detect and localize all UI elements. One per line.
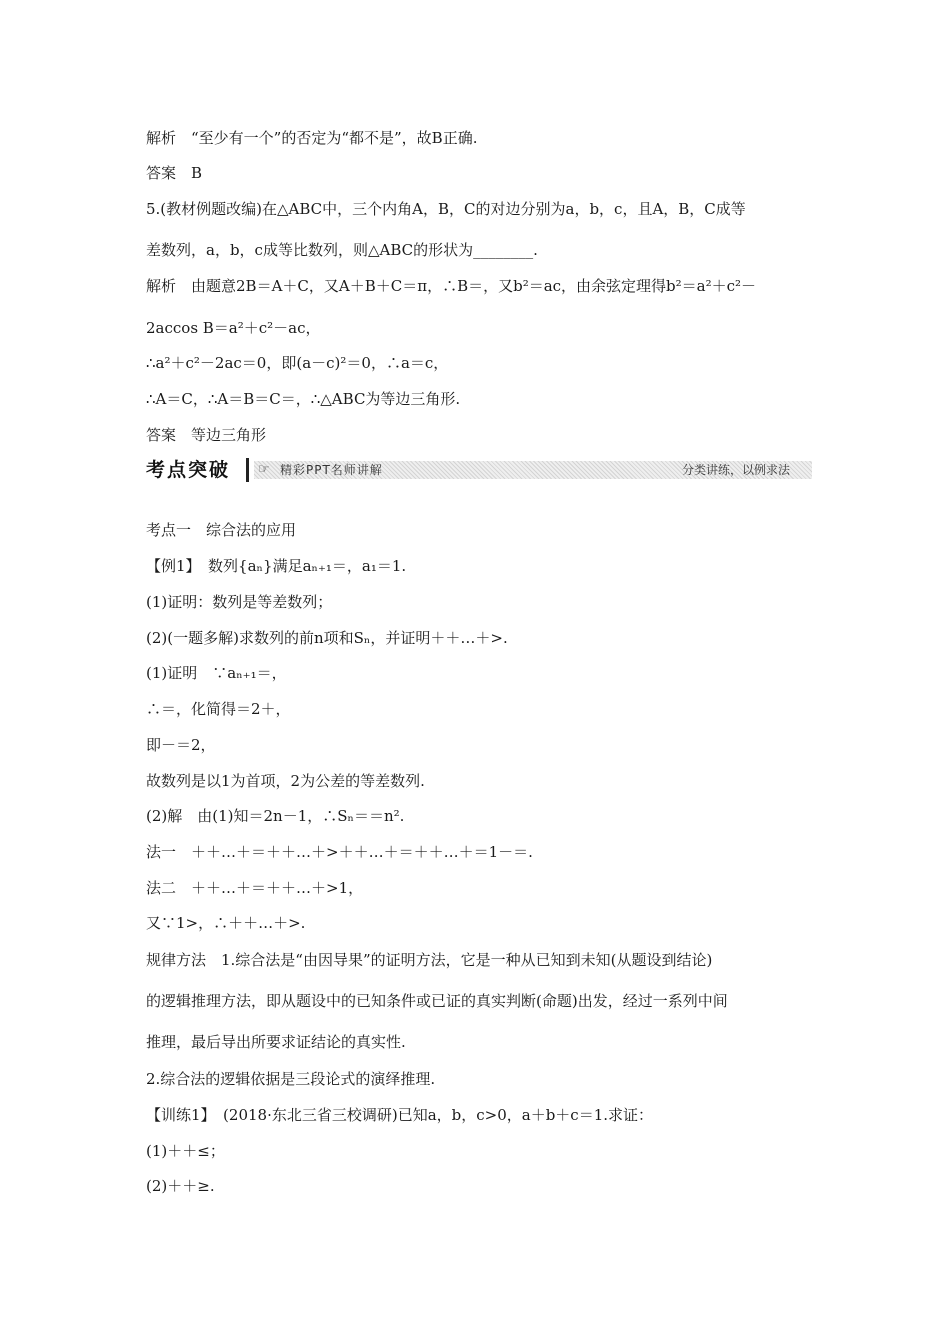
line-7: ∴a²＋c²－2ac＝0，即(a－c)²＝0，∴a＝c， [146,354,449,372]
banner-right-text: 分类讲练，以例求法 [681,463,790,477]
line-12: (1)证明：数列是等差数列； [146,593,333,611]
line-9: 答案 等边三角形 [146,426,267,444]
line-17: 故数列是以1为首项，2为公差的等差数列. [146,772,425,790]
banner-title: 考点突破 [146,459,231,481]
line-6: 2accos B＝a²＋c²－ac， [146,319,321,337]
section-heading: 考点一 综合法的应用 [146,521,297,539]
line-1: 解析 “至少有一个”的否定为“都不是”，故B正确. [146,129,478,147]
line-26: 【训练1】 (2018·东北三省三校调研)已知a，b，c>0，a＋b＋c＝1.求证： [146,1106,654,1124]
line-14: (1)证明 ∵aₙ₊₁＝， [146,664,287,682]
pointing-hand-icon: ☞ [258,462,270,477]
line-23: 的逻辑推理方法，即从题设中的已知条件或已证的真实判断(命题)出发，经过一系列中间 [146,992,728,1010]
line-16: 即－＝2， [146,736,216,754]
section-banner [146,458,812,482]
line-2: 答案 B [146,164,203,182]
line-24: 推理，最后导出所要求证结论的真实性. [146,1033,406,1051]
line-19: 法一 ＋＋…＋＝＋＋…＋>＋＋…＋＝＋＋…＋＝1－＝. [146,843,533,861]
line-3: 5.(教材例题改编)在△ABC中，三个内角A，B，C的对边分别为a，b，c，且A，B，C成等 [146,200,746,218]
line-28: (2)＋＋≥. [146,1177,215,1195]
line-5: 解析 由题意2B＝A＋C，又A＋B＋C＝π，∴B＝，又b²＝ac，由余弦定理得b²＝a²＋c²－ [146,277,757,295]
line-20: 法二 ＋＋…＋＝＋＋…＋>1， [146,879,364,897]
line-13: (2)(一题多解)求数列的前n项和Sₙ，并证明＋＋…＋>. [146,629,508,647]
line-21: 又∵1>，∴＋＋…＋>. [146,914,306,932]
line-25: 2.综合法的逻辑依据是三段论式的演绎推理. [146,1070,436,1088]
line-15: ∴＝，化简得＝2＋， [146,700,291,718]
line-18: (2)解 由(1)知＝2n－1，∴Sₙ＝＝n². [146,807,405,825]
banner-divider [246,458,249,482]
line-27: (1)＋＋≤； [146,1142,225,1160]
line-8: ∴A＝C，∴A＝B＝C＝，∴△ABC为等边三角形. [146,390,461,408]
line-11: 【例1】 数列{aₙ}满足aₙ₊₁＝，a₁＝1. [146,557,407,575]
line-4: 差数列，a，b，c成等比数列，则△ABC的形状为________. [146,241,538,259]
line-22: 规律方法 1.综合法是“由因导果”的证明方法，它是一种从已知到未知(从题设到结论) [146,951,713,969]
banner-subtitle: 精彩PPT名师讲解 [280,463,383,477]
